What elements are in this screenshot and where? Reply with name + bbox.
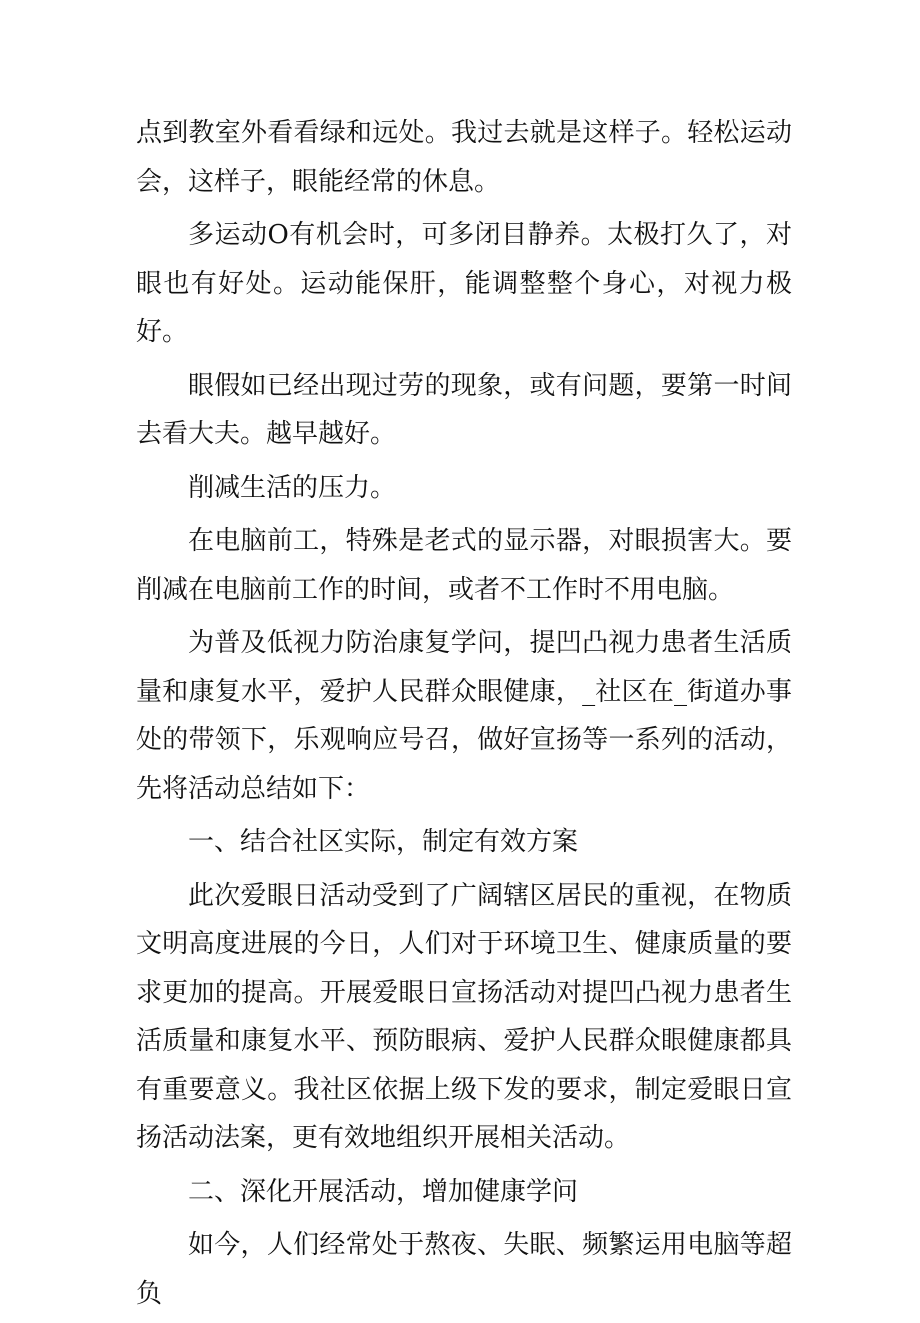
paragraph-4: 削减生活的压力。 [188,472,397,503]
document-page [136,109,792,1323]
section-heading-1: 一、结合社区实际，制定有效方案 [188,827,579,857]
paragraph-2: 多运动O有机会时，可多闭目静养。太极打久了，对眼也有好处。运动能保肝，能调整整个身心，对视力极好。 [136,220,792,347]
paragraph-3: 眼假如已经出现过劳的现象，或有问题，要第一时间去看大夫。越早越好。 [136,370,792,449]
paragraph-7: 此次爱眼日活动受到了广阔辖区居民的重视，在物质文明高度进展的今日，人们对于环境卫生、健康质量的要求更加的提高。开展爱眼日宣扬活动对提凹凸视力患者生活质量和康复水平、预防眼病、爱护人民群众眼健康都具有重要意义。我社区依据上级下发的要求，制定爱眼日宣扬活动法案，更有效地组织开展相关活动。 [136,880,792,1153]
section-heading-2: 二、深化开展活动，增加健康学问 [188,1176,579,1207]
paragraph-6: 为普及低视力防治康复学问，提凹凸视力患者生活质量和康复水平，爱护人民群众眼健康，_社区在_街道办事处的带领下，乐观响应号召，做好宣扬等一系列的活动，先将活动总结如下： [136,628,792,804]
paragraph-5: 在电脑前工，特殊是老式的显示器，对眼损害大。要削减在电脑前工作的时间，或者不工作时不用电脑。 [136,526,792,605]
paragraph-8: 如今，人们经常处于熬夜、失眠、频繁运用电脑等超负 [136,1230,792,1309]
paragraph-1: 点到教室外看看绿和远处。我过去就是这样子。轻松运动会，这样子，眼能经常的休息。 [136,118,792,197]
